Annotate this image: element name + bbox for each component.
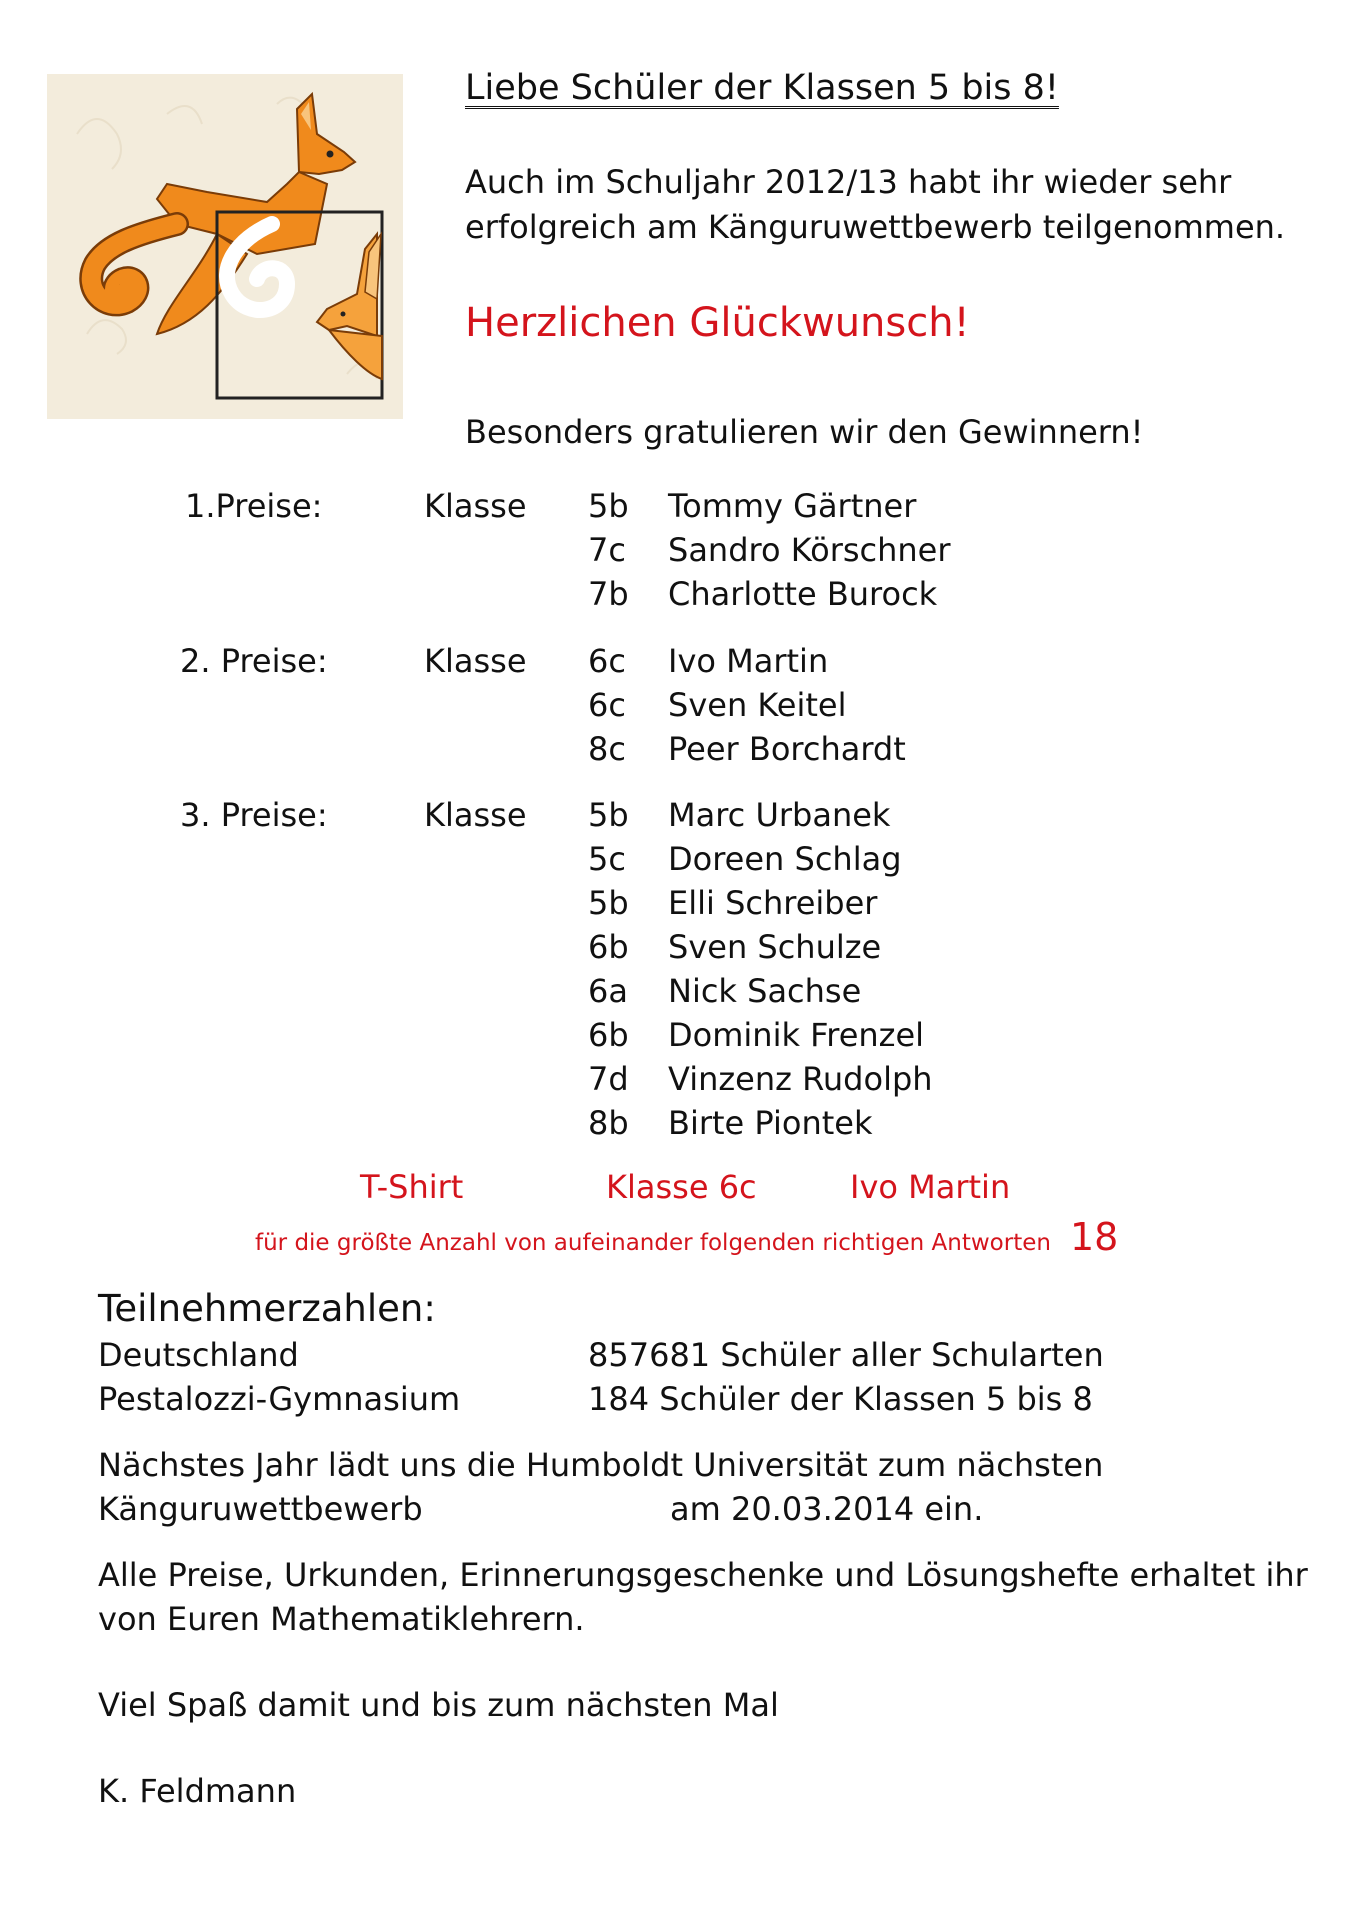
winner-class: 8c (588, 730, 626, 768)
winner-name: Doreen Schlag (668, 840, 902, 878)
prize-group-klasse: Klasse (424, 487, 527, 525)
winner-class: 6c (588, 686, 626, 724)
page-title: Liebe Schüler der Klassen 5 bis 8! (465, 68, 1059, 108)
winner-name: Sandro Körschner (668, 531, 951, 569)
intro-line-2: erfolgreich am Känguruwettbewerb teilgenommen. (465, 208, 1286, 246)
winner-class: 8b (588, 1104, 629, 1142)
next-year-line-2-left: Känguruwettbewerb (98, 1490, 423, 1528)
tshirt-label: T-Shirt (360, 1168, 464, 1206)
winner-class: 7c (588, 531, 626, 569)
intro-line-1: Auch im Schuljahr 2012/13 habt ihr wieder sehr (465, 163, 1232, 201)
participants-heading: Teilnehmerzahlen: (98, 1287, 436, 1330)
prizes-note-line-2: von Euren Mathematiklehrern. (98, 1600, 585, 1638)
winner-name: Elli Schreiber (668, 884, 878, 922)
tshirt-klasse: Klasse 6c (606, 1168, 757, 1206)
prize-group-label: 3. Preise: (180, 796, 328, 834)
winner-class: 7b (588, 575, 629, 613)
prize-group-label: 2. Preise: (180, 642, 328, 680)
winner-name: Nick Sachse (668, 972, 862, 1010)
next-year-date: am 20.03.2014 ein. (670, 1490, 984, 1528)
signature: K. Feldmann (98, 1772, 297, 1810)
winner-class: 7d (588, 1060, 629, 1098)
tshirt-description: für die größte Anzahl von aufeinander folgenden richtigen Antworten (255, 1230, 1051, 1256)
congrats-heading: Herzlichen Glückwunsch! (465, 300, 970, 346)
winner-class: 5b (588, 884, 629, 922)
winner-name: Ivo Martin (668, 642, 829, 680)
winner-class: 5c (588, 840, 626, 878)
winner-name: Vinzenz Rudolph (668, 1060, 933, 1098)
winner-name: Birte Piontek (668, 1104, 873, 1142)
winner-name: Marc Urbanek (668, 796, 891, 834)
winner-name: Charlotte Burock (668, 575, 938, 613)
prize-group-klasse: Klasse (424, 642, 527, 680)
tshirt-count: 18 (1070, 1215, 1119, 1259)
prize-group-label: 1.Preise: (185, 487, 323, 525)
winner-class: 6b (588, 1016, 629, 1054)
next-year-line-1: Nächstes Jahr lädt uns die Humboldt Universität zum nächsten (98, 1446, 1104, 1484)
participants-place: Pestalozzi-Gymnasium (98, 1380, 461, 1418)
participants-place: Deutschland (98, 1336, 299, 1374)
winner-class: 5b (588, 487, 629, 525)
participants-value: 184 Schüler der Klassen 5 bis 8 (588, 1380, 1093, 1418)
winner-name: Tommy Gärtner (668, 487, 917, 525)
prize-group-klasse: Klasse (424, 796, 527, 834)
participants-value: 857681 Schüler aller Schularten (588, 1336, 1104, 1374)
prizes-note-line-1: Alle Preise, Urkunden, Erinnerungsgeschenke und Lösungshefte erhaltet ihr (98, 1556, 1308, 1594)
winner-name: Sven Keitel (668, 686, 847, 724)
closing-line: Viel Spaß damit und bis zum nächsten Mal (98, 1686, 779, 1724)
winner-class: 5b (588, 796, 629, 834)
winner-name: Sven Schulze (668, 928, 882, 966)
tshirt-name: Ivo Martin (850, 1168, 1011, 1206)
winner-class: 6b (588, 928, 629, 966)
winners-intro: Besonders gratulieren wir den Gewinnern! (465, 413, 1144, 451)
winner-class: 6a (588, 972, 628, 1010)
winner-name: Dominik Frenzel (668, 1016, 925, 1054)
winner-name: Peer Borchardt (668, 730, 906, 768)
winner-class: 6c (588, 642, 626, 680)
kangaroo-logo (47, 74, 403, 419)
